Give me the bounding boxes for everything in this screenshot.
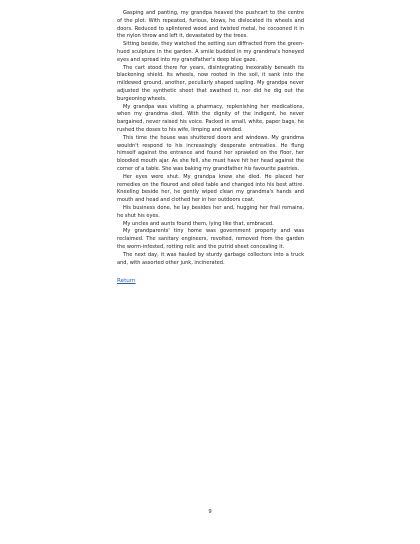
paragraph: This time the house was shuttered doors and windows. My grandma wouldn't respond to his increasingly desperate entreaties. He flung himself against the entrance and found her sprawled on the floor, her bloodied mouth ajar. As she fell, she must have hit her head against the corner of a table. She was baking my grandfather his favourite pastries. (117, 134, 304, 172)
paragraph: My grandpa was visiting a pharmacy, replenishing her medications, when my grandma died. With the dignity of the indigent, he never bargained, never raised his voice. Packed in small, white, paper bags, he rushed the doses to his wife, limping and winded. (117, 103, 304, 133)
paragraph: The next day, it was hauled by sturdy garbage collectors into a truck and, with assorted other junk, incinerated. (117, 251, 304, 266)
paragraph: His business done, he lay besides her and, hugging her frail remains, he shut his eyes. (117, 204, 304, 219)
paragraph: The cart stood there for years, disintegrating inexorably beneath its blackening shield. Its wheels, now rooted in the soil, it sank into the mildewed ground, another, peculiarly shaped sapling. My grandpa never adjusted the synthetic sheet that swathed it, nor did he dig out the burgeoning wheels. (117, 64, 304, 102)
paragraph: My grandparents' tiny home was government property and was reclaimed. The sanitary engineers, revolted, removed from the garden the worm-infested, rotting relic and the putrid sheet concealing it. (117, 228, 304, 250)
paragraph: My uncles and aunts found them, lying like that, embraced. (123, 220, 274, 227)
story-text (117, 10, 304, 267)
paragraph: Sitting beside, they watched the setting sun diffracted from the green-hued sculpture in the garden. A smile budded in my grandma's honeyed eyes and spread into my grandfather's deep blue gaze. (117, 41, 304, 63)
paragraph: Gasping and panting, my grandpa heaved the pushcart to the centre of the plot. With repeated, furious, blows, he dislocated its wheels and doors. Reduced to splintered wood and twisted metal, he cocooned it in the nylon throw and left it, devastated by the trees. (117, 10, 304, 40)
return-link[interactable]: Return (117, 278, 136, 285)
page-number: 9 (208, 509, 212, 515)
document-page (117, 10, 304, 286)
paragraph: Her eyes were shut. My grandpa knew she died. He placed her remedies on the floured and oiled table and changed into his best attire. Kneeling beside her, he gently wiped clean my grandma's hands and mouth and head and clothed her in her outdoors coat. (117, 173, 304, 204)
